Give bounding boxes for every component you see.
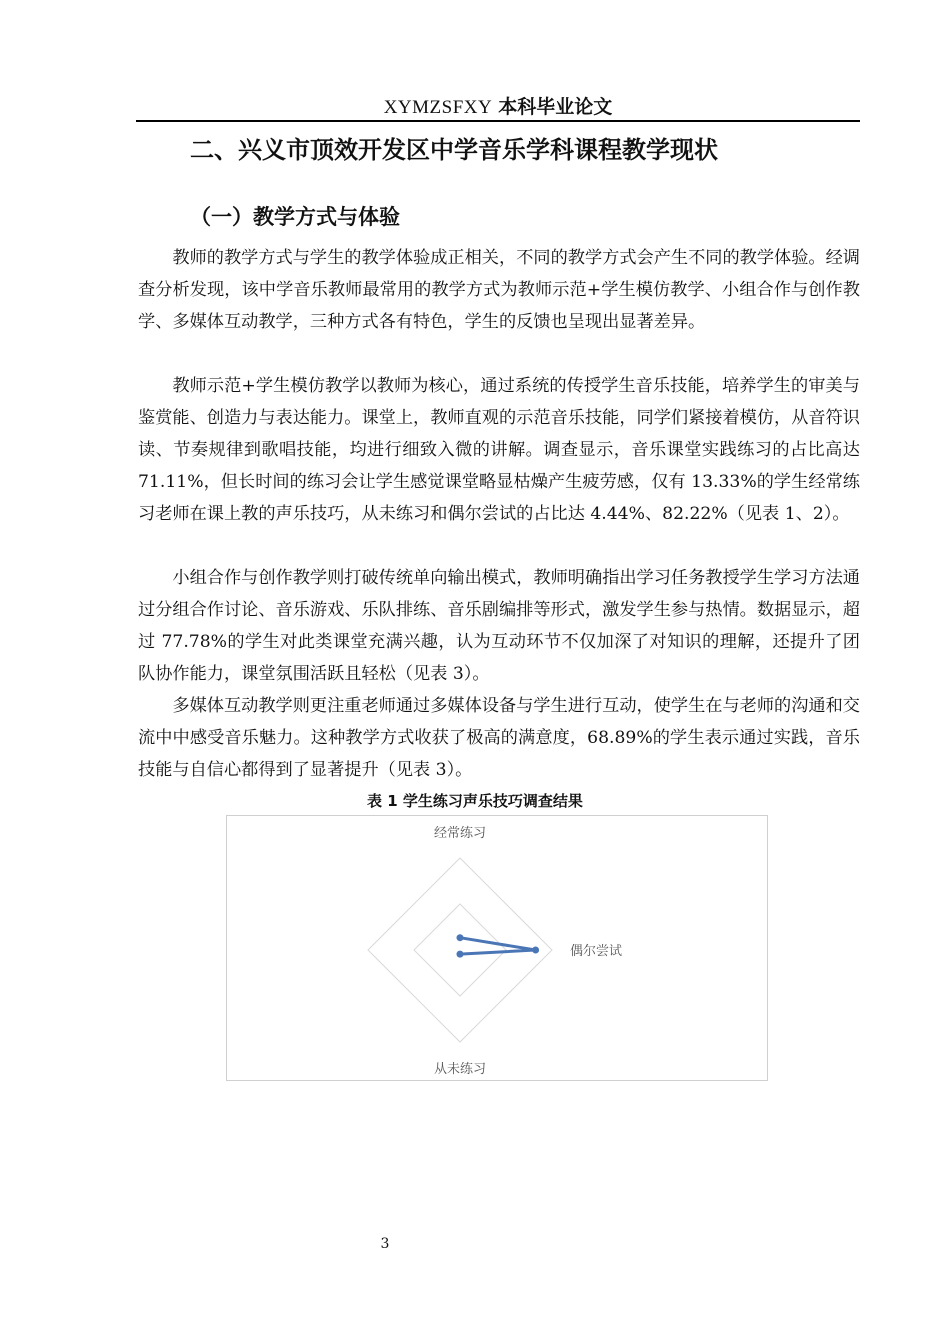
body-paragraph-3: 小组合作与创作教学则打破传统单向输出模式，教师明确指出学习任务教授学生学习方法通过分组合作讨论、音乐游戏、乐队排练、音乐剧编排等形式，激发学生参与热情。数据显示，超过 77.78%的学生对此类课堂充满兴趣，认为互动环节不仅加深了对知识的理解，还提升了团队协作能力，课堂氛围活跃且轻松（见表 3）。 [138,568,860,684]
axis-label-1: 经常练习 [433,826,487,841]
running-header [136,94,860,121]
chapter-title: 二、兴义市顶效开发区中学音乐学科课程教学现状 [190,136,718,164]
header-chinese: 本科毕业论文 [498,96,613,118]
page-number: 3 [380,1236,390,1252]
body-paragraph-1: 教师的教学方式与学生的教学体验成正相关，不同的教学方式会产生不同的教学体验。经调查分析发现，该中学音乐教师最常用的教学方式为教师示范+学生模仿教学、小组合作与创作教学、多媒体互动教学，三种方式各有特色，学生的反馈也呈现出显著差异。 [138,248,860,332]
table-caption: 表 1 学生练习声乐技巧调查结果 [367,792,583,810]
axis-label-2: 偶尔尝试 [570,944,623,959]
header-latin: XYMZSFXY [383,97,493,118]
data-point-2 [532,947,539,954]
series-line [460,938,536,954]
grid-ring-1 [414,904,506,996]
body-paragraph-2: 教师示范+学生模仿教学以教师为核心，通过系统的传授学生音乐技能，培养学生的审美与鉴赏能、创造力与表达能力。课堂上，教师直观的示范音乐技能，同学们紧接着模仿，从音符识读、节奏规律到歌唱技能，均进行细致入微的讲解。调查显示，音乐课堂实践练习的占比高达 71.11%，但长时间的练习会让学生感觉课堂略显枯燥产生疲劳感，仅有 13.33%的学生经常练习老师在课上教的声乐技巧，从未练习和偶尔尝试的占比达 4.44%、82.22%（见表 1、2）。 [138,376,860,524]
body-paragraph-4: 多媒体互动教学则更注重老师通过多媒体设备与学生进行互动，使学生在与老师的沟通和交流中中感受音乐魅力。这种教学方式收获了极高的满意度，68.89%的学生表示通过实践，音乐技能与自信心都得到了显著提升（见表 3）。 [138,696,860,780]
radar-chart [227,816,767,1080]
section-heading: （一）教学方式与体验 [190,205,400,229]
axis-label-3: 从未练习 [433,1062,487,1077]
header-rule [136,120,860,122]
data-point-3 [457,951,464,958]
data-point-1 [457,934,464,941]
radar-chart-container [226,815,768,1081]
